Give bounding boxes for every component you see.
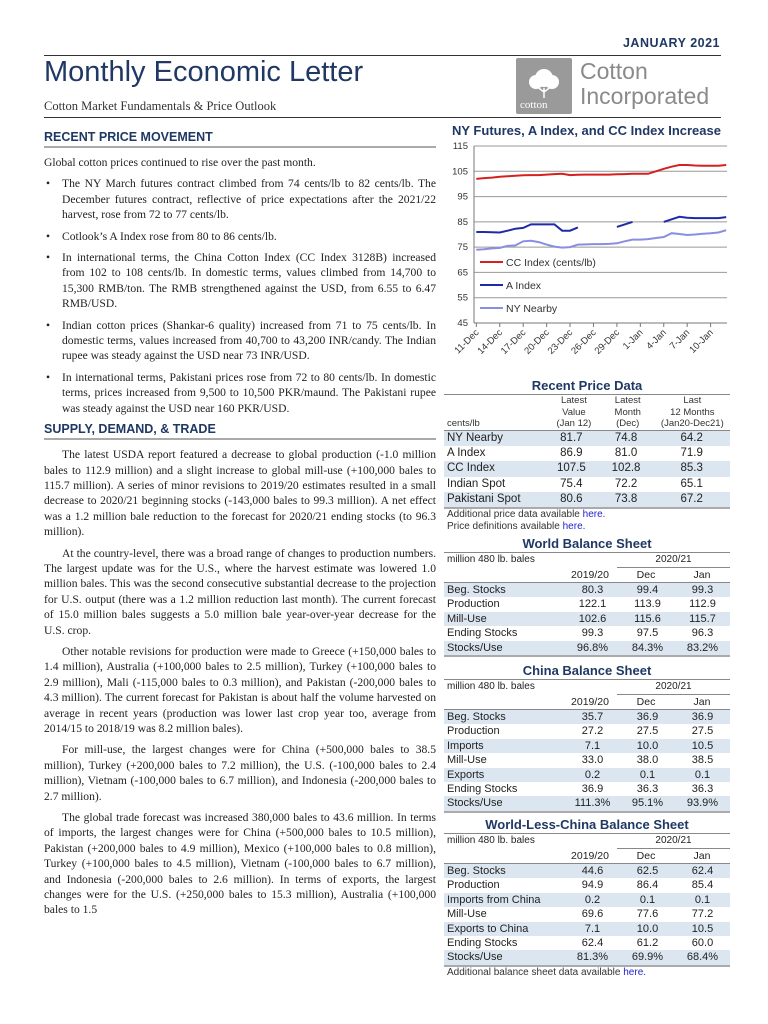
y-tick-label: 115 (452, 141, 468, 152)
table-header (444, 553, 730, 568)
paragraph: Other notable revisions for production were made to Greece (+150,000 bales to 1.4 million), Australia (+100,000 bales to 2.5 million), Turkey (+100,000 bales to 2.9 million), Mali (-115,000 bales to 0.3 million), and Pakistan (-200,000 bales to 4.3 million). The current forecast for Pakistan is about half the volume harvested on average in recent years (production was lower last crop year too, average from 2014/15 to 2018/19 was 8.2 million bales). (44, 644, 436, 735)
paragraph: For mill-use, the largest changes were for China (+500,000 bales to 38.5 million), Turkey (+200,000 bales to 7.2 million), the U.S. (-100,000 bales to 2.4 million), Vietnam (-100,000 bales to 6.7 million), and Indonesia (-200,000 bales to 2.7 million). (44, 743, 436, 803)
cell-value: 95.1% (631, 797, 664, 810)
cell-value: 36.3 (636, 782, 659, 795)
cell-value: 86.9 (560, 446, 583, 459)
page-subtitle: Cotton Market Fundamentals & Price Outlook (44, 99, 277, 113)
cotton-incorporated-logo (516, 58, 726, 114)
paragraph: The latest USDA report featured a decrease to global production (-1.0 million bales to 112.9 million) and a slight increase to global mill-use (+100,000 bales to 115.7 million). A series of minor revisions to 2019/20 estimates resulted in a small decrease to 2020/21 beginning stocks (-143,000 bales to 99.3 million). A net effect was a 1.2 million bale reduction to the forecast for 2020/21 ending stocks (to 96.3 million). (44, 448, 436, 539)
section-heading-supply-demand-trade: SUPPLY, DEMAND, & TRADE (44, 422, 436, 440)
cell-value: 10.5 (691, 739, 714, 752)
cell-value: 10.0 (636, 739, 659, 752)
column-header-line: 12 Months (670, 406, 715, 418)
x-tick-label: 11-Dec (452, 327, 482, 357)
unit-label: cents/lb (447, 418, 480, 429)
cell-value: 69.9% (631, 951, 664, 964)
world-balance-sheet (444, 536, 730, 657)
cell-value: 62.5 (636, 865, 659, 877)
series-line-a-index (664, 217, 726, 222)
cell-value: 7.1 (584, 922, 601, 935)
legend-label: NY Nearby (506, 303, 558, 315)
here-link[interactable]: here. (623, 966, 647, 978)
column-header-line: (Jan 12) (556, 418, 592, 429)
cell-value: 72.2 (614, 477, 638, 490)
x-tick-label: 4-Jan (644, 327, 669, 352)
cell-value: 10.5 (691, 922, 714, 935)
cell-value: 0.1 (639, 893, 656, 906)
cell-value: 80.3 (581, 584, 604, 596)
table-row (444, 878, 730, 892)
row-label: Beg. Stocks (447, 865, 506, 877)
cell-value: 107.5 (556, 462, 586, 475)
cell-value: 81.0 (614, 446, 638, 459)
column-header: Jan (693, 850, 711, 862)
section-heading-recent-price-movement: RECENT PRICE MOVEMENT (44, 130, 436, 148)
row-label: Stocks/Use (447, 797, 503, 810)
cell-value: 99.4 (636, 584, 659, 596)
table-row (444, 710, 730, 724)
row-label: Ending Stocks (447, 627, 518, 640)
cell-value: 93.9% (686, 797, 719, 810)
cell-value: 36.9 (636, 711, 659, 723)
table-row (444, 753, 730, 767)
table-title: China Balance Sheet (444, 663, 730, 680)
row-label: Imports from China (447, 893, 541, 906)
table-notes (444, 509, 730, 533)
table-body (444, 431, 730, 510)
cell-value: 0.1 (694, 768, 711, 781)
table-row (444, 477, 730, 492)
table-row (444, 431, 730, 446)
price-bullets (44, 176, 436, 416)
cell-value: 0.2 (584, 768, 601, 781)
table-row (444, 782, 730, 796)
chart-title: NY Futures, A Index, and CC Index Increase (452, 123, 721, 138)
cell-value: 81.7 (560, 431, 583, 444)
column-header-line: Latest (614, 395, 641, 406)
row-label: Indian Spot (447, 477, 506, 490)
table-row (444, 446, 730, 461)
cell-value: 102.8 (611, 462, 641, 475)
left-column (44, 130, 436, 924)
x-tick-label: 10-Jan (687, 327, 716, 356)
note-text: Additional balance sheet data available (447, 966, 624, 978)
row-label: CC Index (447, 462, 495, 475)
year-header: 2020/21 (617, 553, 730, 568)
legend-label: A Index (506, 280, 542, 292)
cell-value: 62.4 (581, 936, 604, 949)
x-tick-label: 26-Dec (569, 327, 599, 357)
cell-value: 77.2 (691, 908, 714, 921)
spacer (444, 849, 562, 863)
logo-mark-word: cotton (520, 99, 548, 111)
cell-value: 85.3 (680, 462, 703, 475)
column-header-line: (Jan20-Dec21) (660, 418, 724, 429)
table-subheader (444, 849, 730, 864)
table-header (444, 834, 730, 849)
cell-value: 122.1 (578, 598, 607, 611)
unit-label: million 480 lb. bales (447, 554, 535, 565)
column-header: Dec (636, 696, 656, 708)
y-tick-label: 65 (457, 267, 468, 279)
cell-value: 80.6 (560, 493, 583, 506)
table-row (444, 724, 730, 738)
cell-value: 38.5 (691, 754, 714, 767)
unit-label: million 480 lb. bales (447, 835, 535, 846)
bullet-item: • In international terms, Pakistani prices rose from 72 to 80 cents/lb. In domestic terms, prices increased from 9,500 to 10,500 PKR/maund. The Pakistani rupee was steady against the USD near 160 PKR/USD. (44, 370, 436, 416)
cell-value: 27.5 (691, 725, 714, 738)
cell-value: 99.3 (581, 627, 604, 640)
cell-value: 67.2 (680, 493, 703, 506)
cell-value: 74.8 (614, 431, 638, 444)
cell-value: 0.1 (639, 768, 656, 781)
cell-value: 96.8% (576, 641, 609, 654)
world-less-china-balance-sheet (444, 817, 730, 979)
cell-value: 61.2 (636, 936, 659, 949)
cell-value: 81.3% (576, 951, 609, 964)
x-tick-label: 23-Dec (545, 327, 576, 357)
cell-value: 71.9 (680, 446, 703, 459)
row-label: Pakistani Spot (447, 493, 521, 506)
row-label: Production (447, 879, 500, 892)
table-subheader (444, 695, 730, 710)
cell-value: 0.1 (694, 893, 711, 906)
x-tick-label: 20-Dec (522, 327, 552, 357)
row-label: Imports (447, 739, 484, 752)
intro-paragraph: Global cotton prices continued to rise over the past month. (44, 156, 316, 169)
table-note (444, 509, 730, 521)
bullet-item: • Cotlook’s A Index rose from 80 to 86 cents/lb. (44, 229, 436, 244)
cell-value: 36.3 (691, 782, 714, 795)
series-line-a-index (476, 224, 578, 232)
recent-price-data-table (444, 378, 730, 533)
cell-value: 73.8 (614, 493, 638, 506)
x-tick-label: 17-Dec (498, 327, 529, 357)
cell-value: 115.6 (634, 612, 661, 625)
table-title: World Balance Sheet (444, 536, 730, 553)
row-label: Beg. Stocks (447, 584, 506, 596)
y-tick-label: 45 (457, 318, 468, 329)
row-label: Mill-Use (447, 754, 487, 767)
spacer (444, 695, 562, 709)
row-label: Production (447, 725, 500, 738)
cell-value: 60.0 (691, 936, 714, 949)
y-tick-label: 75 (457, 242, 468, 254)
cell-value: 7.1 (584, 739, 601, 752)
row-label: Production (447, 598, 500, 611)
table-title: World-Less-China Balance Sheet (444, 817, 730, 834)
table-note (444, 967, 730, 979)
y-tick-label: 95 (457, 191, 468, 203)
column-header: Dec (636, 850, 656, 862)
cell-value: 33.0 (581, 754, 604, 767)
cell-value: 85.4 (691, 879, 714, 892)
column-header-line: Latest (560, 395, 587, 406)
bullet-item: • Indian cotton prices (Shankar-6 quality) increased from 71 to 75 cents/lb. In domestic terms, values increased from 40,700 to 43,200 INR/candy. The Indian rupee was steady against the USD near 73 INR/USD. (44, 318, 436, 364)
table-row (444, 461, 730, 476)
bullet-item: • The NY March futures contract climbed from 74 cents/lb to 82 cents/lb. The December futures contract, reflective of price expectations after the 2021/22 harvest, rose from 72 to 77 cents/lb. (44, 176, 436, 222)
column-header: 2019/20 (571, 850, 609, 862)
table-row (444, 739, 730, 753)
cell-value: 0.2 (584, 893, 601, 906)
column-header (655, 395, 730, 430)
cell-value: 94.9 (581, 879, 604, 892)
paragraph: At the country-level, there was a broad range of changes to production numbers. The largest update was for the U.S., where the harvest estimate was lowered 1.0 million bales. This was the second consecutive substantial decrease to the projection for U.S. output (there was a 1.2 million reduction last month). The current forecast of 15.0 million bales suggests a 5.0 million bale year-over-year decrease for the U.S. crop. (44, 546, 436, 637)
table-subheader (444, 568, 730, 583)
cell-value: 96.3 (691, 627, 714, 640)
table-row (444, 950, 730, 966)
column-header: Jan (693, 696, 711, 708)
table-row (444, 907, 730, 921)
row-label: Ending Stocks (447, 782, 518, 795)
note-text: Price definitions available (447, 521, 563, 533)
column-header: Jan (693, 569, 711, 581)
x-tick-label: 29-Dec (592, 327, 623, 357)
table-row (444, 641, 730, 657)
table-row (444, 893, 730, 907)
row-label: Beg. Stocks (447, 711, 506, 723)
header-rule-bottom (44, 117, 721, 118)
column-header-line: (Dec) (616, 418, 640, 429)
cell-value: 115.7 (689, 612, 716, 625)
recent-price-movement-text (44, 155, 436, 416)
row-label: A Index (447, 446, 486, 459)
column-header: Dec (636, 569, 656, 581)
table-title: Recent Price Data (444, 378, 730, 395)
series-line-cc-index-cents-lb- (476, 165, 726, 179)
x-tick-label: 7-Jan (667, 327, 693, 352)
issue-date: JANUARY 2021 (622, 36, 720, 50)
table-row (444, 626, 730, 640)
column-header: 2019/20 (571, 696, 609, 708)
row-label: Stocks/Use (447, 951, 503, 964)
row-label: Mill-Use (447, 612, 487, 625)
bullet-item: • In international terms, the China Cotton Index (CC Index 3128B) increased from 102 to 108 cents/lb. In domestic terms, values climbed from 14,700 to 15,300 RMB/ton. The RMB strengthened against the USD, from 6.55 to 6.47 RMB/USD. (44, 250, 436, 312)
legend-label: CC Index (cents/lb) (506, 257, 596, 269)
cell-value: 65.1 (680, 477, 703, 490)
cotton-boll-icon (516, 58, 572, 114)
table-header (444, 680, 730, 695)
logo-text-line: Incorporated (580, 83, 710, 109)
cell-value: 75.4 (560, 477, 583, 490)
column-header (547, 395, 601, 430)
table-row (444, 597, 730, 611)
table-row (444, 864, 730, 878)
cell-value: 44.6 (581, 865, 604, 877)
cell-value: 113.9 (634, 598, 661, 611)
page-title: Monthly Economic Letter (44, 56, 364, 88)
cell-value: 102.6 (578, 612, 607, 625)
table-row (444, 583, 730, 597)
row-label: Ending Stocks (447, 936, 518, 949)
logo-text-line: Cotton (580, 58, 648, 84)
china-balance-sheet (444, 663, 730, 813)
row-label: Exports (447, 768, 485, 781)
table-row (444, 612, 730, 626)
cell-value: 77.6 (636, 908, 659, 921)
table-row (444, 768, 730, 782)
cell-value: 35.7 (581, 711, 604, 723)
column-header-line: Last (683, 395, 702, 406)
cell-value: 83.2% (686, 641, 719, 654)
spacer (444, 568, 562, 582)
y-tick-label: 85 (457, 216, 468, 228)
x-tick-label: 14-Dec (475, 327, 505, 357)
column-header (601, 395, 655, 430)
cell-value: 27.2 (581, 725, 604, 738)
cell-value: 36.9 (691, 711, 714, 723)
table-row (444, 796, 730, 812)
cell-value: 36.9 (581, 782, 604, 795)
here-link[interactable]: here. (562, 521, 586, 533)
column-header: 2019/20 (571, 569, 609, 581)
paragraph: The global trade forecast was increased 380,000 bales to 43.6 million. In terms of imports, the largest changes were for China (+500,000 bales to 10.5 million), Pakistan (+200,000 bales to 4.9 million), Mexico (+100,000 bales to 0.8 million), Turkey (+100,000 bales to 4.5 million), Vietnam (-100,000 bales to 6.7 million), and Indonesia (-200,000 bales to 2.6 million). In terms of exports, the largest changes were for the U.S. (+250,000 bales to 15.3 million), Australia (+100,000 bales to 1.5 (44, 811, 436, 917)
cell-value: 111.3% (574, 797, 611, 810)
here-link[interactable]: here. (582, 509, 606, 521)
series-line-a-index (617, 222, 633, 227)
price-line-chart (440, 138, 750, 373)
year-header: 2020/21 (617, 834, 730, 849)
year-header: 2020/21 (617, 680, 730, 695)
note-text: Additional price data available (447, 509, 583, 521)
y-tick-label: 55 (457, 292, 468, 304)
y-tick-label: 105 (452, 166, 468, 178)
table-row (444, 492, 730, 509)
column-header-line: Value (562, 406, 586, 418)
cell-value: 64.2 (680, 431, 703, 444)
cell-value: 62.4 (691, 865, 714, 877)
cell-value: 86.4 (636, 879, 659, 892)
supply-demand-trade-text (44, 447, 436, 918)
row-label: NY Nearby (447, 431, 504, 444)
table-row (444, 922, 730, 936)
row-label: Exports to China (447, 922, 529, 935)
table-row (444, 936, 730, 950)
cell-value: 27.5 (636, 725, 659, 738)
row-label: Stocks/Use (447, 641, 503, 654)
cell-value: 99.3 (691, 584, 714, 596)
cell-value: 69.6 (581, 908, 604, 921)
x-tick-label: 1-Jan (620, 327, 646, 352)
row-label: Mill-Use (447, 908, 487, 921)
cell-value: 84.3% (631, 641, 664, 654)
table-header (444, 395, 730, 431)
unit-label: million 480 lb. bales (447, 681, 535, 692)
cell-value: 10.0 (636, 922, 659, 935)
cell-value: 97.5 (636, 627, 659, 640)
cell-value: 38.0 (636, 754, 659, 767)
cell-value: 68.4% (686, 951, 719, 964)
table-note (444, 521, 730, 533)
column-header-line: Month (614, 406, 641, 418)
cell-value: 112.9 (689, 598, 716, 611)
